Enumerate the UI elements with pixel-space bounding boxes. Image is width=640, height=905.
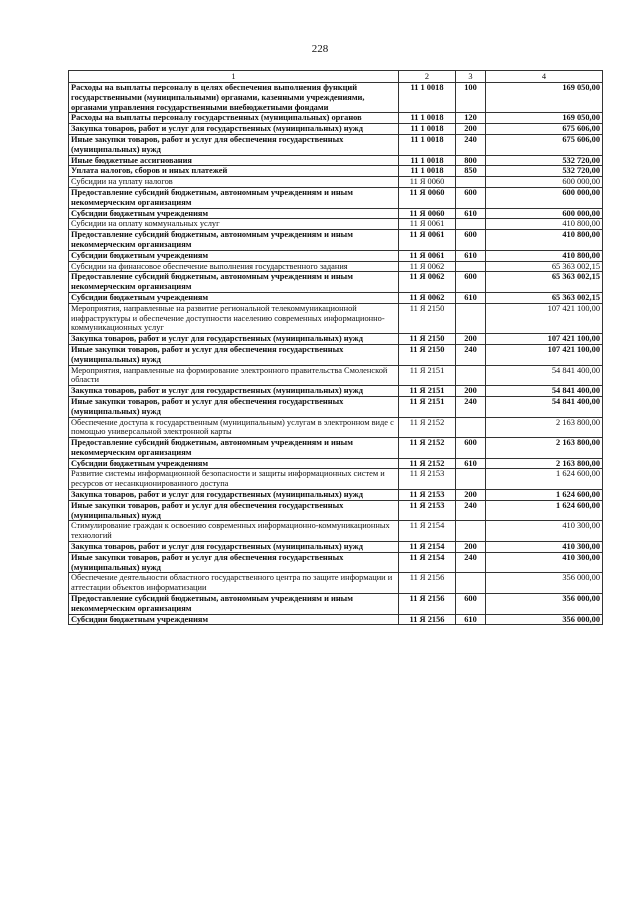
- row-name-cell: Иные закупки товаров, работ и услуг для обеспечения государственных (муниципальных) нужд: [69, 552, 399, 573]
- row-code-cell: 11 Я 2152: [399, 417, 456, 438]
- row-type-cell: 240: [456, 500, 486, 521]
- row-code-cell: 11 Я 2151: [399, 365, 456, 386]
- row-amount-cell: 1 624 600,00: [486, 490, 603, 501]
- row-code-cell: 11 Я 0062: [399, 292, 456, 303]
- row-type-cell: 240: [456, 344, 486, 365]
- row-code-cell: 11 Я 2154: [399, 542, 456, 553]
- row-code-cell: 11 Я 0060: [399, 187, 456, 208]
- row-name-cell: Субсидии бюджетным учреждениям: [69, 250, 399, 261]
- row-amount-cell: 65 363 002,15: [486, 292, 603, 303]
- row-type-cell: 200: [456, 542, 486, 553]
- table-row: [69, 166, 603, 177]
- row-type-cell: [456, 303, 486, 333]
- row-amount-cell: 410 300,00: [486, 552, 603, 573]
- row-name-cell: Иные закупки товаров, работ и услуг для обеспечения государственных (муниципальных) нужд: [69, 396, 399, 417]
- row-type-cell: 800: [456, 155, 486, 166]
- table-row: [69, 552, 603, 573]
- row-type-cell: 600: [456, 187, 486, 208]
- row-amount-cell: 410 300,00: [486, 521, 603, 542]
- row-type-cell: 610: [456, 292, 486, 303]
- row-code-cell: 11 Я 2156: [399, 573, 456, 594]
- row-name-cell: Предоставление субсидий бюджетным, автономным учреждениям и иным некоммерческим организациям: [69, 230, 399, 251]
- row-code-cell: 11 Я 2153: [399, 469, 456, 490]
- row-name-cell: Уплата налогов, сборов и иных платежей: [69, 166, 399, 177]
- table-header-row: [69, 71, 603, 83]
- row-name-cell: Обеспечение доступа к государственным (муниципальным) услугам в электронном виде с помощью универсальной электронной карты: [69, 417, 399, 438]
- table-row: [69, 124, 603, 135]
- row-code-cell: 11 Я 2151: [399, 396, 456, 417]
- row-type-cell: [456, 365, 486, 386]
- row-name-cell: Расходы на выплаты персоналу государственных (муниципальных) органов: [69, 113, 399, 124]
- row-name-cell: Предоставление субсидий бюджетным, автономным учреждениям и иным некоммерческим организациям: [69, 594, 399, 615]
- table-row: [69, 303, 603, 333]
- table-row: [69, 438, 603, 459]
- row-name-cell: Иные закупки товаров, работ и услуг для обеспечения государственных (муниципальных) нужд: [69, 500, 399, 521]
- table-row: [69, 386, 603, 397]
- row-amount-cell: 54 841 400,00: [486, 365, 603, 386]
- row-type-cell: [456, 573, 486, 594]
- row-amount-cell: 410 800,00: [486, 250, 603, 261]
- row-code-cell: 11 Я 2156: [399, 594, 456, 615]
- row-amount-cell: 532 720,00: [486, 166, 603, 177]
- row-name-cell: Предоставление субсидий бюджетным, автономным учреждениям и иным некоммерческим организациям: [69, 438, 399, 459]
- row-name-cell: Субсидии на уплату налогов: [69, 177, 399, 188]
- table-row: [69, 469, 603, 490]
- row-amount-cell: 410 800,00: [486, 230, 603, 251]
- row-name-cell: Субсидии бюджетным учреждениям: [69, 292, 399, 303]
- row-name-cell: Обеспечение деятельности областного государственного центра по защите информации и аттестации объектов информатизации: [69, 573, 399, 594]
- row-amount-cell: 532 720,00: [486, 155, 603, 166]
- row-amount-cell: 169 050,00: [486, 83, 603, 113]
- row-type-cell: [456, 219, 486, 230]
- row-amount-cell: 65 363 002,15: [486, 272, 603, 293]
- row-amount-cell: 107 421 100,00: [486, 303, 603, 333]
- table-row: [69, 458, 603, 469]
- row-code-cell: 11 Я 0062: [399, 261, 456, 272]
- row-type-cell: 240: [456, 396, 486, 417]
- row-name-cell: Закупка товаров, работ и услуг для государственных (муниципальных) нужд: [69, 490, 399, 501]
- row-amount-cell: 169 050,00: [486, 113, 603, 124]
- row-amount-cell: 2 163 800,00: [486, 458, 603, 469]
- row-name-cell: Закупка товаров, работ и услуг для государственных (муниципальных) нужд: [69, 334, 399, 345]
- row-code-cell: 11 1 0018: [399, 113, 456, 124]
- row-amount-cell: 1 624 600,00: [486, 469, 603, 490]
- table-row: [69, 261, 603, 272]
- table-row: [69, 573, 603, 594]
- table-row: [69, 250, 603, 261]
- row-code-cell: 11 Я 2152: [399, 438, 456, 459]
- table-row: [69, 155, 603, 166]
- row-name-cell: Расходы на выплаты персоналу в целях обеспечения выполнения функций государственными (муниципальными) органами, казенными учреждениями, органами управления государственными внебюджетными фондами: [69, 83, 399, 113]
- row-code-cell: 11 1 0018: [399, 155, 456, 166]
- row-amount-cell: 54 841 400,00: [486, 386, 603, 397]
- row-amount-cell: 54 841 400,00: [486, 396, 603, 417]
- row-name-cell: Субсидии бюджетным учреждениям: [69, 458, 399, 469]
- row-type-cell: 600: [456, 230, 486, 251]
- row-code-cell: 11 Я 0061: [399, 250, 456, 261]
- column-header-type: 3: [456, 71, 486, 83]
- row-amount-cell: 2 163 800,00: [486, 438, 603, 459]
- row-amount-cell: 600 000,00: [486, 208, 603, 219]
- budget-table: [68, 70, 603, 625]
- table-row: [69, 365, 603, 386]
- table-row: [69, 208, 603, 219]
- table-row: [69, 417, 603, 438]
- row-amount-cell: 356 000,00: [486, 594, 603, 615]
- table-row: [69, 490, 603, 501]
- column-header-code: 2: [399, 71, 456, 83]
- table-row: [69, 230, 603, 251]
- page-number: 228: [311, 43, 329, 55]
- row-amount-cell: 1 624 600,00: [486, 500, 603, 521]
- row-type-cell: 200: [456, 490, 486, 501]
- row-type-cell: 100: [456, 83, 486, 113]
- row-code-cell: 11 Я 2151: [399, 386, 456, 397]
- row-name-cell: Закупка товаров, работ и услуг для государственных (муниципальных) нужд: [69, 124, 399, 135]
- table-row: [69, 521, 603, 542]
- table-row: [69, 344, 603, 365]
- row-type-cell: [456, 417, 486, 438]
- row-name-cell: Мероприятия, направленные на развитие региональной телекоммуникационной инфраструктуры и обеспечение доступности населению современных информационно-коммуникационных услуг: [69, 303, 399, 333]
- table-row: [69, 396, 603, 417]
- table-row: [69, 334, 603, 345]
- row-name-cell: Предоставление субсидий бюджетным, автономным учреждениям и иным некоммерческим организациям: [69, 187, 399, 208]
- table-row: [69, 113, 603, 124]
- row-name-cell: Субсидии на оплату коммунальных услуг: [69, 219, 399, 230]
- row-amount-cell: 356 000,00: [486, 573, 603, 594]
- table-row: [69, 134, 603, 155]
- table-row: [69, 219, 603, 230]
- row-type-cell: 600: [456, 438, 486, 459]
- row-code-cell: 11 Я 0060: [399, 208, 456, 219]
- row-type-cell: [456, 469, 486, 490]
- row-type-cell: 240: [456, 552, 486, 573]
- row-code-cell: 11 Я 2150: [399, 344, 456, 365]
- row-amount-cell: 600 000,00: [486, 187, 603, 208]
- row-code-cell: 11 1 0018: [399, 83, 456, 113]
- row-code-cell: 11 Я 2150: [399, 303, 456, 333]
- row-type-cell: [456, 261, 486, 272]
- table-row: [69, 594, 603, 615]
- row-code-cell: 11 Я 0062: [399, 272, 456, 293]
- row-code-cell: 11 Я 0060: [399, 177, 456, 188]
- row-name-cell: Развитие системы информационной безопасности и защиты информационных систем и ресурсов от несанкционированного доступа: [69, 469, 399, 490]
- table-row: [69, 187, 603, 208]
- row-type-cell: 200: [456, 334, 486, 345]
- row-code-cell: 11 1 0018: [399, 124, 456, 135]
- row-type-cell: 610: [456, 614, 486, 625]
- table-row: [69, 272, 603, 293]
- row-name-cell: Иные бюджетные ассигнования: [69, 155, 399, 166]
- row-code-cell: 11 Я 2150: [399, 334, 456, 345]
- row-code-cell: 11 Я 2153: [399, 490, 456, 501]
- row-amount-cell: 675 606,00: [486, 124, 603, 135]
- row-code-cell: 11 Я 2152: [399, 458, 456, 469]
- row-name-cell: Иные закупки товаров, работ и услуг для обеспечения государственных (муниципальных) нужд: [69, 344, 399, 365]
- table-row: [69, 292, 603, 303]
- row-name-cell: Субсидии бюджетным учреждениям: [69, 614, 399, 625]
- row-type-cell: 610: [456, 208, 486, 219]
- table-row: [69, 177, 603, 188]
- row-amount-cell: 107 421 100,00: [486, 344, 603, 365]
- table-row: [69, 83, 603, 113]
- row-code-cell: 11 Я 2153: [399, 500, 456, 521]
- column-header-amount: 4: [486, 71, 603, 83]
- row-amount-cell: 356 000,00: [486, 614, 603, 625]
- table-row: [69, 542, 603, 553]
- row-name-cell: Мероприятия, направленные на формирование электронного правительства Смоленской области: [69, 365, 399, 386]
- row-type-cell: 610: [456, 250, 486, 261]
- row-type-cell: 120: [456, 113, 486, 124]
- row-name-cell: Иные закупки товаров, работ и услуг для обеспечения государственных (муниципальных) нужд: [69, 134, 399, 155]
- row-type-cell: 600: [456, 594, 486, 615]
- row-code-cell: 11 1 0018: [399, 134, 456, 155]
- row-amount-cell: 600 000,00: [486, 177, 603, 188]
- row-type-cell: 200: [456, 124, 486, 135]
- row-code-cell: 11 1 0018: [399, 166, 456, 177]
- row-type-cell: [456, 177, 486, 188]
- table-row: [69, 500, 603, 521]
- row-type-cell: 600: [456, 272, 486, 293]
- row-type-cell: [456, 521, 486, 542]
- row-type-cell: 610: [456, 458, 486, 469]
- row-code-cell: 11 Я 2154: [399, 552, 456, 573]
- row-type-cell: 850: [456, 166, 486, 177]
- row-name-cell: Закупка товаров, работ и услуг для государственных (муниципальных) нужд: [69, 542, 399, 553]
- row-name-cell: Стимулирование граждан к освоению современных информационно-коммуникационных технологий: [69, 521, 399, 542]
- row-type-cell: 200: [456, 386, 486, 397]
- row-amount-cell: 410 300,00: [486, 542, 603, 553]
- row-amount-cell: 65 363 002,15: [486, 261, 603, 272]
- row-amount-cell: 107 421 100,00: [486, 334, 603, 345]
- row-name-cell: Предоставление субсидий бюджетным, автономным учреждениям и иным некоммерческим организациям: [69, 272, 399, 293]
- row-code-cell: 11 Я 2154: [399, 521, 456, 542]
- row-code-cell: 11 Я 0061: [399, 219, 456, 230]
- row-code-cell: 11 Я 0061: [399, 230, 456, 251]
- table-row: [69, 614, 603, 625]
- row-type-cell: 240: [456, 134, 486, 155]
- column-header-name: 1: [69, 71, 399, 83]
- row-name-cell: Субсидии на финансовое обеспечение выполнения государственного задания: [69, 261, 399, 272]
- row-amount-cell: 410 800,00: [486, 219, 603, 230]
- row-amount-cell: 2 163 800,00: [486, 417, 603, 438]
- row-name-cell: Закупка товаров, работ и услуг для государственных (муниципальных) нужд: [69, 386, 399, 397]
- row-code-cell: 11 Я 2156: [399, 614, 456, 625]
- row-name-cell: Субсидии бюджетным учреждениям: [69, 208, 399, 219]
- row-amount-cell: 675 606,00: [486, 134, 603, 155]
